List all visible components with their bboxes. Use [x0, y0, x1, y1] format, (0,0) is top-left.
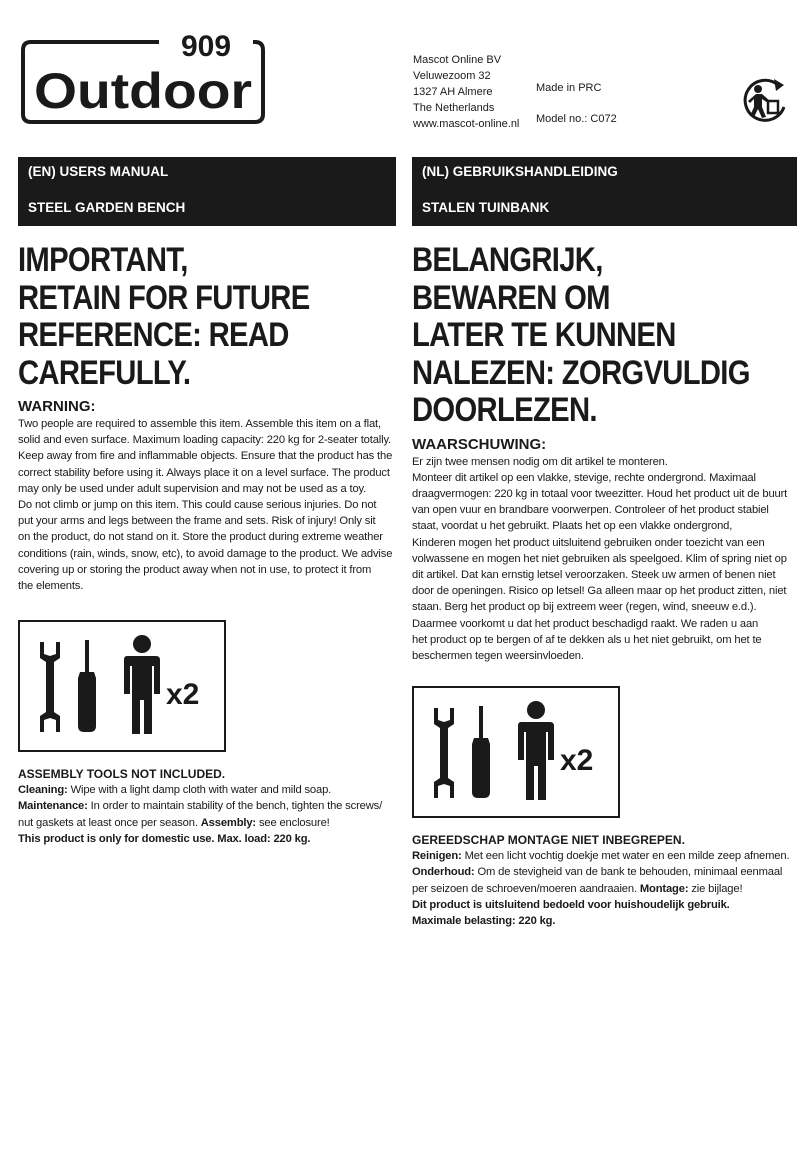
english-assembly-label: Assembly:	[200, 816, 256, 829]
company-city: 1327 AH Almere	[413, 86, 493, 98]
english-warning-text	[18, 416, 396, 594]
english-warning-line: covering up or storing the product away when not in use, to protect it from	[18, 563, 372, 576]
english-maintenance-text: In order to maintain stability of the bench, tighten the screws/	[87, 800, 383, 813]
english-warning-title: WARNING:	[18, 398, 96, 415]
logo-brand: Outdoor	[34, 63, 252, 119]
dutch-care-instructions	[412, 848, 797, 929]
company-website: www.mascot-online.nl	[413, 118, 520, 130]
person-icon	[124, 635, 160, 734]
people-count: x2	[166, 678, 200, 712]
dutch-max-load: Maximale belasting: 220 kg.	[412, 914, 556, 927]
english-maintenance-label: Maintenance:	[18, 800, 88, 813]
english-assembly-text: see enclosure!	[255, 816, 330, 829]
dutch-tools-notice: GEREEDSCHAP MONTAGE NIET INBEGREPEN.	[412, 833, 685, 848]
wrench-icon	[434, 708, 454, 798]
made-in: Made in PRC	[536, 82, 602, 94]
dutch-important-heading	[412, 242, 796, 430]
dutch-section	[412, 157, 797, 929]
dutch-domestic-use: Dit product is uitsluitend bedoeld voor huishoudelijk gebruik.	[412, 898, 730, 911]
dutch-assembly-label: Montage:	[639, 882, 689, 895]
dutch-warning-line: door de openingen. Risico op letsel! Ga alleen maar op het product zitten, niet	[412, 585, 787, 598]
company-street: Veluwezoom 32	[413, 70, 491, 82]
dutch-header-bar	[412, 157, 797, 226]
wrench-icon	[40, 642, 60, 732]
english-tools-people-pictogram	[18, 620, 226, 752]
dutch-cleaning-text: Met een licht vochtig doekje met water en een milde zeep afnemen.	[461, 850, 790, 863]
dutch-product-name: STALEN TUINBANK	[422, 200, 550, 215]
english-important-line: CAREFULLY.	[18, 353, 191, 392]
english-section	[18, 157, 396, 847]
dutch-important-line: BELANGRIJK,	[412, 241, 603, 279]
english-warning-line: Do not climb or jump on this item. This could cause serious injuries. Do not	[18, 499, 377, 512]
company-address	[413, 52, 519, 132]
english-product-name: STEEL GARDEN BENCH	[28, 200, 186, 215]
english-warning-line: Keep away from fire and inflammable objects. Ensure that the product has the	[18, 450, 393, 463]
dutch-warning-line: Daarmee voorkomt u dat het product beschadigd raakt. We raden u aan	[412, 617, 759, 630]
dutch-warning-line: staat, voordat u het gebruikt. Plaats het op een vlakke ondergrond,	[412, 520, 733, 533]
english-important-heading	[18, 242, 395, 392]
dutch-warning-line: het product op te bergen of af te dekken als u het niet gebruikt, om het te	[412, 633, 762, 646]
english-warning-line: solid and even surface. Maximum loading capacity: 220 kg for 2-seater totally.	[18, 434, 392, 447]
english-important-line: RETAIN FOR FUTURE	[18, 278, 310, 317]
dutch-important-line: DOORLEZEN.	[412, 391, 597, 429]
dutch-warning-line: dit artikel. Dat kan ernstig letsel veroorzaken. Steek uw armen of benen niet	[412, 568, 776, 581]
dutch-warning-line: van open vuur en brandbare voorwerpen. Controleer of het product stabiel	[412, 504, 769, 517]
english-warning-line: the elements.	[18, 580, 84, 593]
people-count: x2	[560, 744, 594, 778]
dutch-maintenance-text-2: per seizoen de schroeven/moeren aandraaien.	[412, 882, 640, 895]
company-name: Mascot Online BV	[413, 54, 502, 66]
english-maintenance-text-2: nut gaskets at least once per season.	[18, 816, 201, 829]
person-icon	[518, 701, 554, 800]
dutch-warning-line: staan. Berg het product op bij extreem weer (regen, wind, sneeuw e.d.).	[412, 601, 757, 614]
english-cleaning-label: Cleaning:	[18, 784, 68, 797]
english-warning-line: Two people are required to assemble this item. Assemble this item on a flat,	[18, 418, 381, 430]
english-domestic-use: This product is only for domestic use. Max. load: 220 kg.	[18, 832, 311, 845]
screwdriver-icon	[78, 640, 96, 732]
english-warning-line: conditions (rain, winds, snow, etc), to avoid damage to the product. We advise	[18, 547, 393, 560]
english-warning-line: put your arms and legs between the frame and sets. Risk of injury! Only sit	[18, 515, 376, 528]
dutch-warning-line: Er zijn twee mensen nodig om dit artikel te monteren.	[412, 455, 668, 468]
dutch-important-line: BEWAREN OM	[412, 278, 610, 317]
dutch-warning-line: beschermen tegen weersinvloeden.	[412, 649, 584, 662]
english-tools-notice: ASSEMBLY TOOLS NOT INCLUDED.	[18, 767, 226, 782]
recycle-person-icon	[740, 75, 790, 125]
english-important-line: IMPORTANT,	[18, 241, 188, 279]
logo-number: 909	[180, 30, 232, 63]
english-warning-line: correct stability before using it. Always place it on a level surface. The product	[18, 466, 390, 479]
english-cleaning-text: Wipe with a light damp cloth with water and mild soap.	[67, 784, 332, 797]
dutch-manual-title: (NL) GEBRUIKSHANDLEIDING	[422, 164, 618, 179]
dutch-warning-line: Monteer dit artikel op een vlakke, stevige, rechte ondergrond. Maximaal	[412, 471, 756, 484]
dutch-warning-title: WAARSCHUWING:	[412, 435, 547, 453]
english-important-line: REFERENCE: READ	[18, 316, 289, 354]
english-care-instructions	[18, 782, 396, 847]
dutch-maintenance-label: Onderhoud:	[412, 866, 475, 879]
screwdriver-icon	[472, 706, 490, 798]
dutch-maintenance-text: Om de stevigheid van de bank te behouden, minimaal eenmaal	[474, 866, 783, 879]
dutch-warning-line: draagvermogen: 220 kg in totaal voor tweezitter. Houd het product uit de buurt	[412, 487, 788, 500]
dutch-warning-line: Kinderen mogen het product uitsluitend gebruiken onder toezicht van een	[412, 536, 765, 549]
company-country: The Netherlands	[413, 102, 495, 114]
dutch-important-line: LATER TE KUNNEN	[412, 316, 676, 354]
model-number: Model no.: C072	[536, 113, 617, 125]
dutch-assembly-text: zie bijlage!	[688, 882, 743, 895]
dutch-important-line: NALEZEN: ZORGVULDIG	[412, 353, 750, 392]
brand-logo	[19, 30, 265, 124]
english-warning-line: on the product, do not stand on it. Store the product during extreme weather	[18, 531, 383, 544]
english-header-bar	[18, 157, 396, 226]
dutch-warning-text	[412, 454, 797, 665]
english-warning-line: may only be used under adult supervision and may not be used as a toy.	[18, 482, 367, 495]
dutch-tools-people-pictogram	[412, 686, 620, 818]
english-manual-title: (EN) USERS MANUAL	[28, 164, 169, 179]
dutch-cleaning-label: Reinigen:	[412, 850, 462, 863]
dutch-warning-line: volwassene en mogen het niet gebruiken als speelgoed. Klim of spring niet op	[412, 552, 787, 565]
